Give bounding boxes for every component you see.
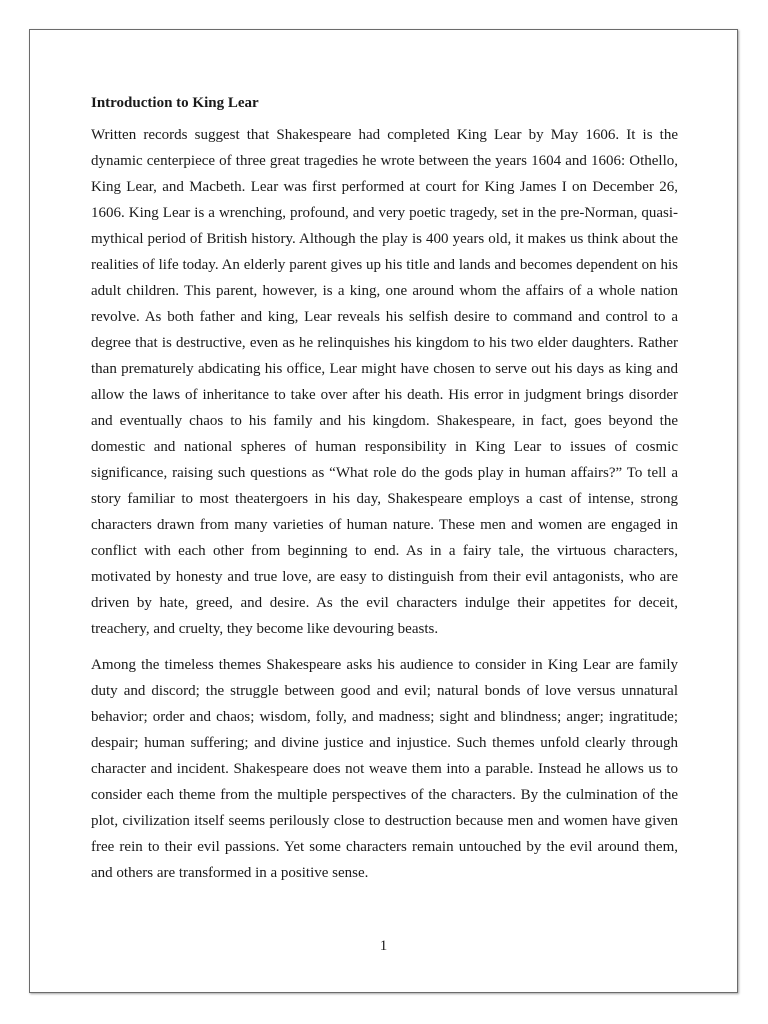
- document-body: [91, 90, 678, 896]
- document-page: [29, 29, 738, 993]
- page-number: 1: [379, 938, 388, 954]
- document-title: Introduction to King Lear: [91, 95, 259, 111]
- paragraph-1: Written records suggest that Shakespeare had completed King Lear by May 1606. It is the dynamic centerpiece of three great tragedies he wrote between the years 1604 and 1606: Othello, King Lear, and Macbeth. Lear was first performed at court for King James I on December 26, 1606. King Lear is a wrenching, profound, and very poetic tragedy, set in the pre-Norman, quasi-mythical period of British history. Although the play is 400 years old, it makes us think about the realities of life today. An elderly parent gives up his title and lands and becomes dependent on his adult children. This parent, however, is a king, one around whom the affairs of a whole nation revolve. As both father and king, Lear reveals his selfish desire to command and control to a degree that is destructive, even as he relinquishes his kingdom to his two elder daughters. Rather than prematurely abdicating his office, Lear might have chosen to serve out his days as king and allow the laws of inheritance to take over after his death. His error in judgment brings disorder and eventually chaos to his family and his kingdom. Shakespeare, in fact, goes beyond the domestic and national spheres of human responsibility in King Lear to issues of cosmic significance, raising such questions as “What role do the gods play in human affairs?” To tell a story familiar to most theatergoers in his day, Shakespeare employs a cast of intense, strong characters drawn from many varieties of human nature. These men and women are engaged in conflict with each other from beginning to end. As in a fairy tale, the virtuous characters, motivated by honesty and true love, are easy to distinguish from their evil antagonists, who are driven by hate, greed, and desire. As the evil characters indulge their appetites for deceit, treachery, and cruelty, they become like devouring beasts.: [91, 127, 678, 637]
- paragraph-2: Among the timeless themes Shakespeare asks his audience to consider in King Lear are family duty and discord; the struggle between good and evil; natural bonds of love versus unnatural behavior; order and chaos; wisdom, folly, and madness; sight and blindness; anger; ingratitude; despair; human suffering; and divine justice and injustice. Such themes unfold clearly through character and incident. Shakespeare does not weave them into a parable. Instead he allows us to consider each theme from the multiple perspectives of the characters. By the culmination of the plot, civilization itself seems perilously close to destruction because men and women have given free rein to their evil passions. Yet some characters remain untouched by the evil around them, and others are transformed in a positive sense.: [91, 657, 678, 881]
